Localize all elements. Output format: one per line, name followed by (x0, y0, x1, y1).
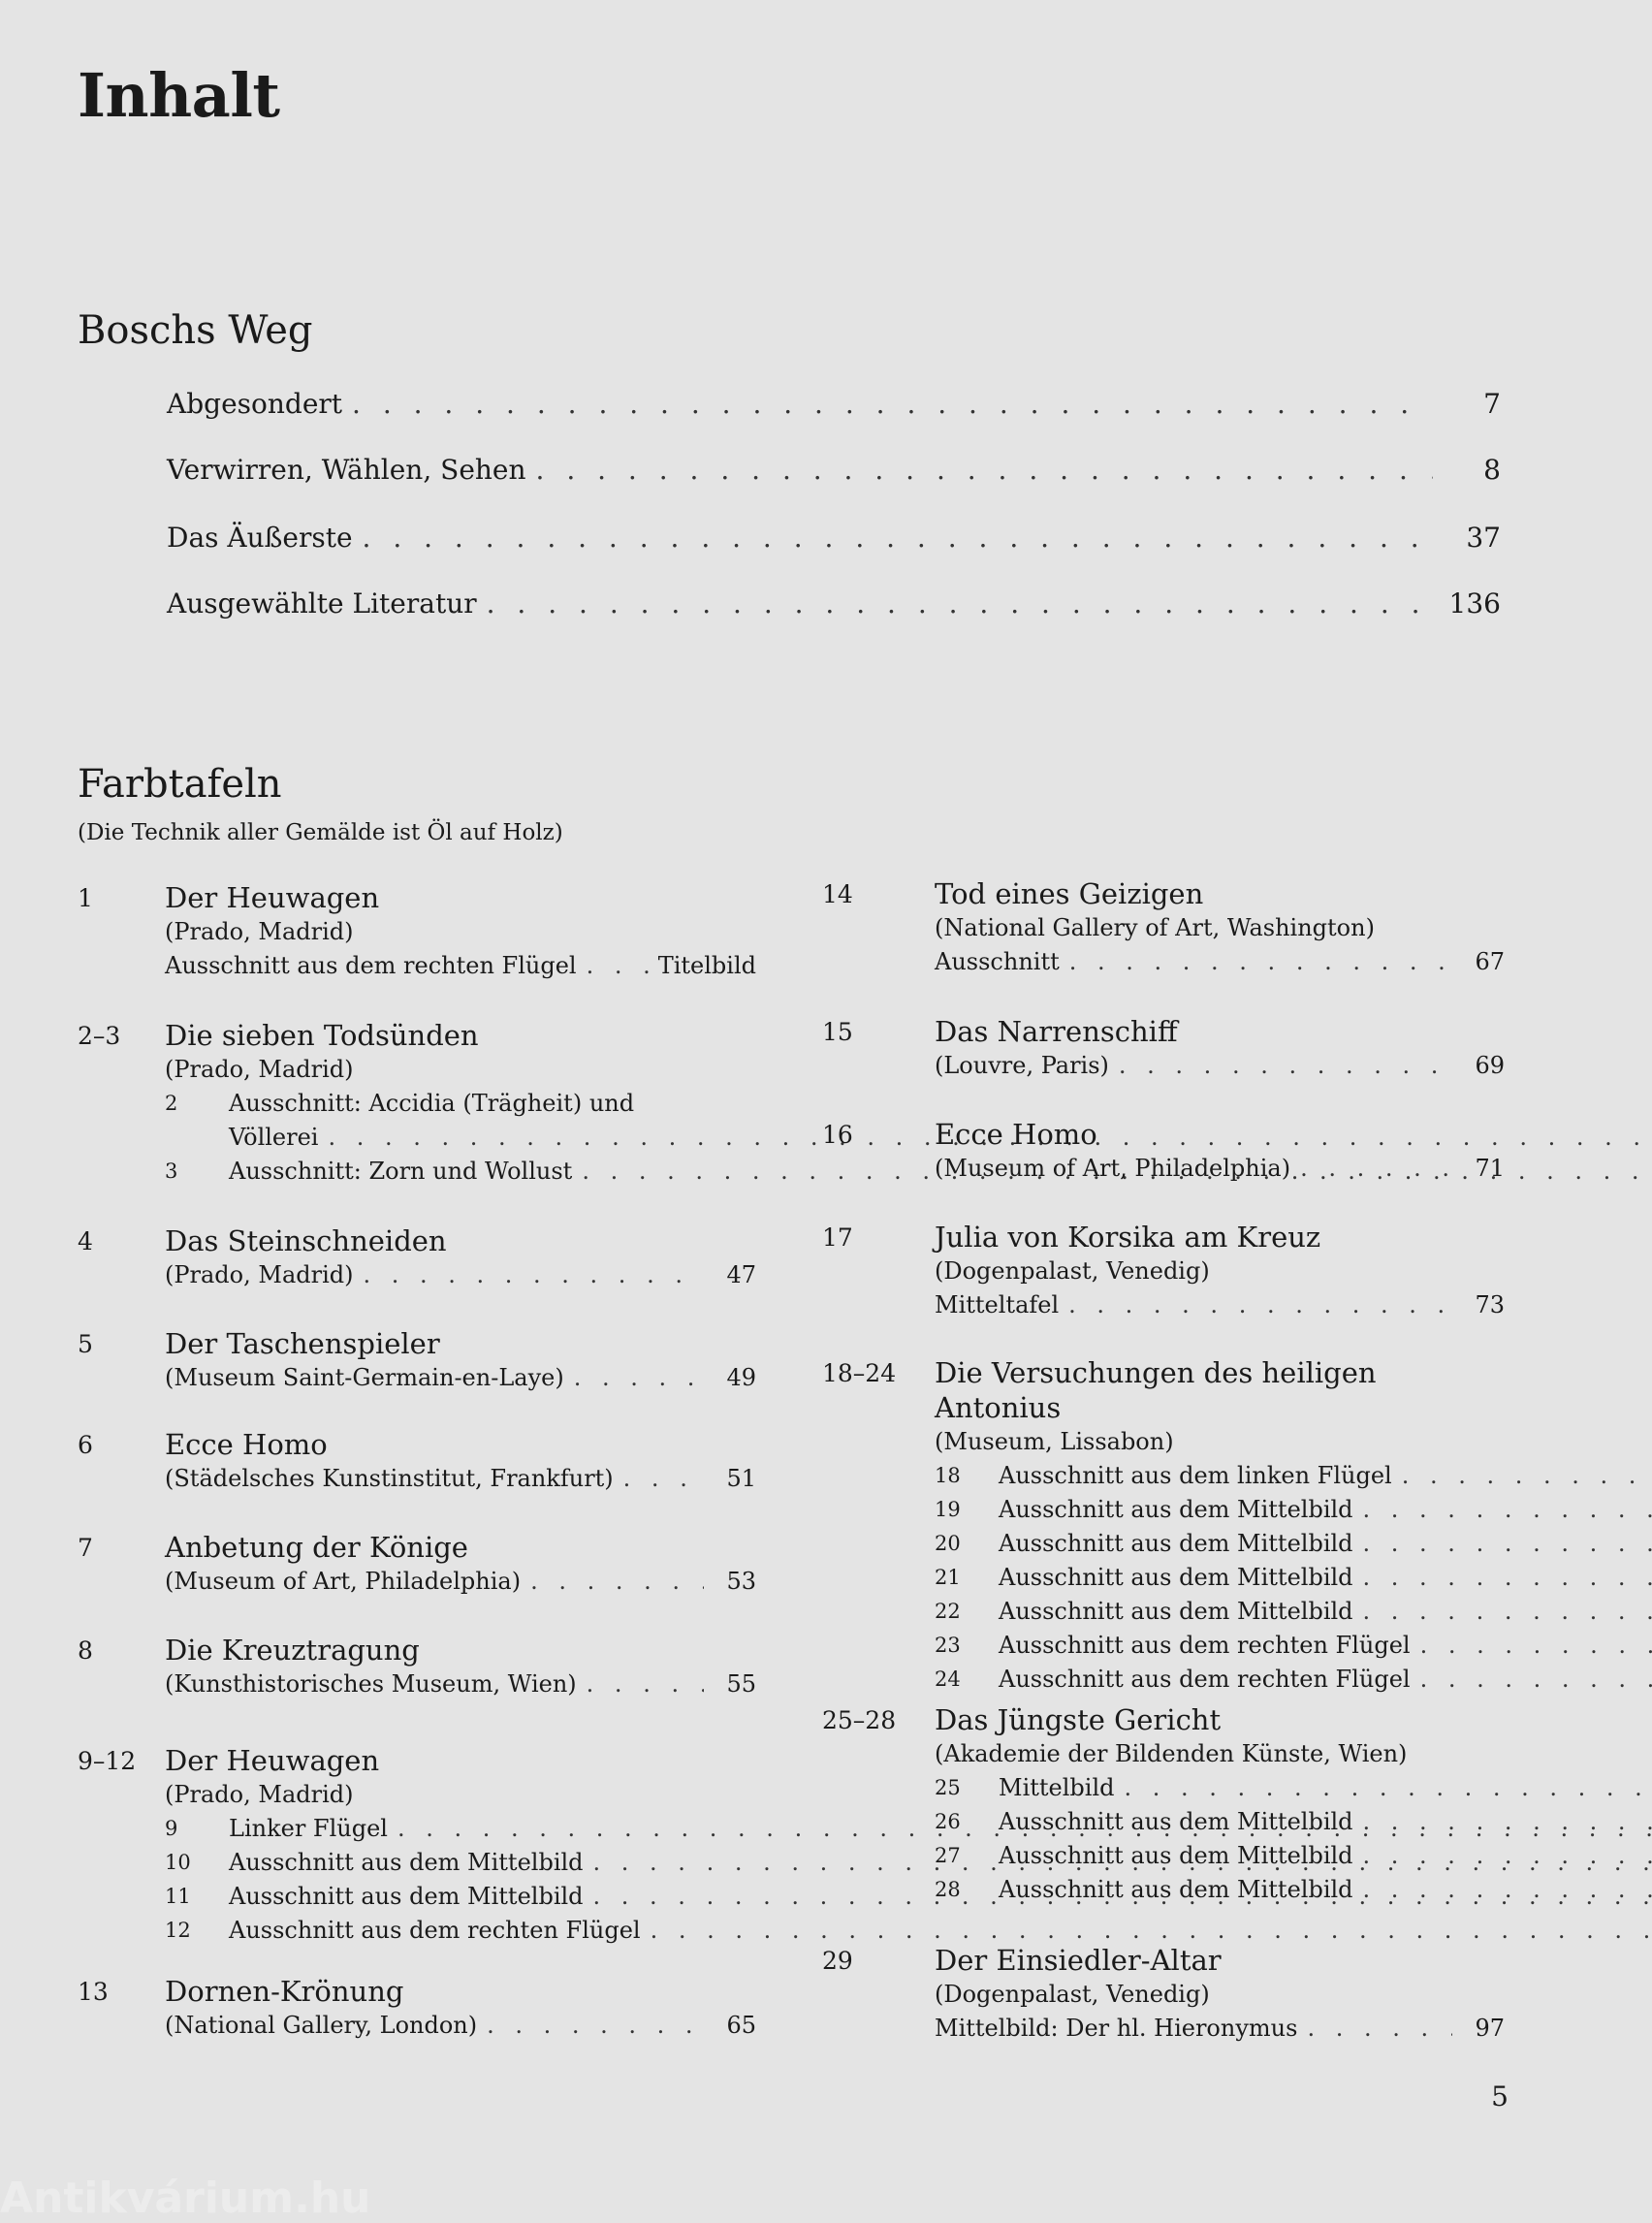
dot-leader (1363, 1595, 1652, 1629)
plate-page: 51 (714, 1462, 756, 1496)
detail-number: 25 (935, 1771, 999, 1805)
plate-page: 53 (714, 1565, 756, 1599)
plate-page: 55 (714, 1667, 756, 1701)
detail-row (999, 1629, 1652, 1663)
watermark: Antikvárium.hu (0, 2174, 370, 2223)
detail-text: Ausschnitt aus dem Mittelbild (229, 1880, 584, 1914)
plate-number: 25–28 (822, 1702, 935, 1907)
detail-text: Ausschnitt aus dem linken Flügel (999, 1459, 1392, 1493)
plate-detail (165, 1121, 756, 1155)
plate-detail (165, 1914, 756, 1948)
plate-detail (165, 1812, 756, 1846)
essay-page: 7 (1443, 388, 1501, 420)
plate-line-text: (National Gallery, London) (165, 2009, 477, 2043)
detail-row (999, 1561, 1652, 1595)
plate-line-text: (Museum Saint-Germain-en-Laye) (165, 1361, 564, 1395)
dot-leader (623, 1462, 704, 1496)
section-heading-boschs-weg: Boschs Weg (78, 308, 313, 353)
detail-number: 18 (935, 1459, 999, 1493)
dot-leader (487, 588, 1433, 619)
plate-location: (Prado, Madrid) (165, 915, 756, 949)
plate-location: (Dogenpalast, Venedig) (935, 1254, 1505, 1288)
plate-detail (935, 1595, 1505, 1629)
plate-number: 17 (822, 1220, 935, 1322)
plate-line (935, 945, 1505, 979)
plate-line (165, 1462, 756, 1496)
plate-entry (78, 1974, 756, 2043)
detail-text: Ausschnitt aus dem Mittelbild (999, 1839, 1353, 1873)
plate-number: 4 (78, 1223, 165, 1292)
detail-text: Linker Flügel (229, 1812, 388, 1846)
detail-row (999, 1459, 1652, 1493)
essay-entry (167, 588, 1501, 619)
detail-row (999, 1873, 1652, 1907)
detail-row (999, 1663, 1652, 1697)
plate-title: Der Heuwagen (165, 880, 756, 915)
plate-body (935, 1014, 1505, 1083)
plate-location: (National Gallery of Art, Washington) (935, 911, 1505, 945)
detail-row (999, 1493, 1652, 1527)
plate-body (935, 1117, 1505, 1186)
technique-note: (Die Technik aller Gemälde ist Öl auf Holz) (78, 820, 563, 845)
plate-number: 2–3 (78, 1018, 165, 1189)
dot-leader (1119, 1049, 1452, 1083)
dot-leader (352, 388, 1433, 420)
dot-leader (1363, 1873, 1652, 1907)
plate-location: (Akademie der Bildenden Künste, Wien) (935, 1737, 1505, 1771)
dot-leader (363, 1258, 704, 1292)
plate-page: 73 (1462, 1288, 1505, 1322)
plate-entry (78, 1326, 756, 1395)
plate-detail (165, 1155, 756, 1189)
dot-leader (587, 1667, 704, 1701)
essay-entry (167, 388, 1501, 420)
plate-body (165, 1018, 756, 1189)
plate-title: Julia von Korsika am Kreuz (935, 1220, 1505, 1254)
dot-leader (1363, 1527, 1652, 1561)
plate-entry (822, 1355, 1505, 1697)
plate-page: Titelbild (658, 949, 756, 983)
essay-entry (167, 454, 1501, 486)
detail-text: Ausschnitt aus dem rechten Flügel (999, 1629, 1411, 1663)
section-heading-farbtafeln: Farbtafeln (78, 762, 282, 807)
dot-leader (587, 949, 649, 983)
plate-line (935, 2012, 1505, 2046)
plate-line-text: Mittelbild: Der hl. Hieronymus (935, 2012, 1297, 2046)
plate-detail (935, 1805, 1505, 1839)
detail-text: Ausschnitt aus dem Mittelbild (229, 1846, 584, 1880)
plate-title: Das Steinschneiden (165, 1223, 756, 1258)
detail-text: Ausschnitt aus dem Mittelbild (999, 1527, 1353, 1561)
dot-leader (1069, 945, 1452, 979)
dot-leader (1068, 1288, 1452, 1322)
plate-detail (935, 1493, 1505, 1527)
detail-text: Ausschnitt: Accidia (Trägheit) und (229, 1087, 756, 1121)
plate-entry (78, 1018, 756, 1189)
plate-title: Die Kreuztragung (165, 1633, 756, 1667)
plate-detail (935, 1873, 1505, 1907)
plate-body (935, 1943, 1505, 2046)
detail-number: 12 (165, 1914, 229, 1948)
plate-body (165, 1326, 756, 1395)
essay-entry (167, 522, 1501, 554)
detail-number: 3 (165, 1155, 229, 1189)
detail-number: 20 (935, 1527, 999, 1561)
detail-row (999, 1805, 1652, 1839)
essay-page: 8 (1443, 454, 1501, 486)
dot-leader (1363, 1805, 1652, 1839)
plate-line-text: Ausschnitt aus dem rechten Flügel (165, 949, 577, 983)
detail-number: 28 (935, 1873, 999, 1907)
dot-leader (574, 1361, 704, 1395)
plate-number: 6 (78, 1427, 165, 1496)
plate-title: Die Versuchungen des heiligen Antonius (935, 1355, 1505, 1425)
plate-page: 49 (714, 1361, 756, 1395)
detail-row (999, 1595, 1652, 1629)
plate-body (165, 880, 756, 983)
plate-page: 47 (714, 1258, 756, 1292)
plate-detail (935, 1771, 1505, 1805)
plate-number: 1 (78, 880, 165, 983)
dot-leader (1420, 1629, 1652, 1663)
dot-leader (1402, 1459, 1652, 1493)
detail-row (999, 1771, 1652, 1805)
plate-entry (78, 1743, 756, 1948)
detail-number: 19 (935, 1493, 999, 1527)
detail-number: 22 (935, 1595, 999, 1629)
plate-body (935, 876, 1505, 979)
plate-location: (Prado, Madrid) (165, 1778, 756, 1812)
dot-leader (530, 1565, 704, 1599)
plate-detail (935, 1459, 1505, 1493)
plate-line (165, 2009, 756, 2043)
plate-line-text: Ausschnitt (935, 945, 1060, 979)
plate-line-text: (Kunsthistorisches Museum, Wien) (165, 1667, 577, 1701)
detail-number: 27 (935, 1839, 999, 1873)
plate-title: Dornen-Krönung (165, 1974, 756, 2009)
essay-title: Verwirren, Wählen, Sehen (167, 454, 526, 486)
plate-body (935, 1702, 1505, 1907)
detail-number: 10 (165, 1846, 229, 1880)
detail-text: Ausschnitt aus dem Mittelbild (999, 1873, 1353, 1907)
plate-entry (822, 1117, 1505, 1186)
plate-title: Das Jüngste Gericht (935, 1702, 1505, 1737)
plate-detail (935, 1527, 1505, 1561)
essay-page: 37 (1443, 522, 1501, 554)
plate-title: Die sieben Todsünden (165, 1018, 756, 1053)
plate-page: 69 (1462, 1049, 1505, 1083)
plate-line (165, 1565, 756, 1599)
essay-page: 136 (1443, 588, 1501, 619)
plate-title: Das Narrenschiff (935, 1014, 1505, 1049)
plate-entry (78, 1530, 756, 1599)
dot-leader (1307, 2012, 1452, 2046)
plate-body (935, 1355, 1505, 1697)
plate-detail (165, 1846, 756, 1880)
dot-leader (487, 2009, 704, 2043)
plate-number: 13 (78, 1974, 165, 2043)
plate-number: 8 (78, 1633, 165, 1701)
detail-row (999, 1839, 1652, 1873)
dot-leader (1363, 1839, 1652, 1873)
plate-line (165, 1667, 756, 1701)
plate-title: Der Einsiedler-Altar (935, 1943, 1505, 1978)
detail-number: 24 (935, 1663, 999, 1697)
plate-body (165, 1427, 756, 1496)
detail-number: 9 (165, 1812, 229, 1846)
plate-entry (822, 1014, 1505, 1083)
detail-text: Ausschnitt aus dem Mittelbild (999, 1805, 1353, 1839)
plate-number: 9–12 (78, 1743, 165, 1948)
detail-text: Ausschnitt aus dem Mittelbild (999, 1595, 1353, 1629)
detail-text: Mittelbild (999, 1771, 1115, 1805)
plate-title: Ecce Homo (935, 1117, 1505, 1152)
plate-number: 16 (822, 1117, 935, 1186)
dot-leader (1363, 1561, 1652, 1595)
plate-detail (935, 1629, 1505, 1663)
plate-line-text: (Städelsches Kunstinstitut, Frankfurt) (165, 1462, 614, 1496)
dot-leader (1420, 1663, 1652, 1697)
plate-body (165, 1974, 756, 2043)
dot-leader (536, 454, 1433, 486)
detail-row (999, 1527, 1652, 1561)
plate-entry (78, 1633, 756, 1701)
essay-title: Das Äußerste (167, 522, 353, 554)
plate-line-text: (Louvre, Paris) (935, 1049, 1109, 1083)
plate-entry (78, 1223, 756, 1292)
plate-number: 29 (822, 1943, 935, 2046)
plate-body (165, 1633, 756, 1701)
plate-title: Tod eines Geizigen (935, 876, 1505, 911)
detail-text: Völlerei (229, 1121, 318, 1155)
plate-title: Anbetung der Könige (165, 1530, 756, 1565)
detail-text: Ausschnitt: Zorn und Wollust (229, 1155, 572, 1189)
detail-number: 23 (935, 1629, 999, 1663)
plate-detail (935, 1663, 1505, 1697)
plate-line-text: Mitteltafel (935, 1288, 1059, 1322)
essay-title: Ausgewählte Literatur (167, 588, 477, 619)
detail-number: 11 (165, 1880, 229, 1914)
detail-text: Ausschnitt aus dem rechten Flügel (229, 1914, 641, 1948)
plate-number: 14 (822, 876, 935, 979)
plate-page: 71 (1462, 1152, 1505, 1186)
dot-leader (1363, 1493, 1652, 1527)
detail-number: 2 (165, 1087, 229, 1121)
plate-detail (165, 1087, 756, 1121)
plate-entry (822, 1702, 1505, 1907)
plate-line (165, 949, 756, 983)
plate-page: 97 (1462, 2012, 1505, 2046)
plate-title: Ecce Homo (165, 1427, 756, 1462)
plate-location: (Museum, Lissabon) (935, 1425, 1505, 1459)
plate-line (935, 1288, 1505, 1322)
plate-number: 18–24 (822, 1355, 935, 1697)
plate-line-text: (Museum of Art, Philadelphia) (935, 1152, 1290, 1186)
detail-number: 26 (935, 1805, 999, 1839)
page-number: 5 (1491, 2080, 1509, 2112)
plate-detail (165, 1880, 756, 1914)
dot-leader (1125, 1771, 1652, 1805)
plate-location: (Dogenpalast, Venedig) (935, 1978, 1505, 2012)
plate-detail (935, 1561, 1505, 1595)
plate-line-text: (Museum of Art, Philadelphia) (165, 1565, 521, 1599)
plate-detail (935, 1839, 1505, 1873)
plate-entry (78, 1427, 756, 1496)
plate-entry (78, 880, 756, 983)
plate-title: Der Heuwagen (165, 1743, 756, 1778)
plate-body (165, 1743, 756, 1948)
plate-body (165, 1530, 756, 1599)
detail-text: Ausschnitt aus dem Mittelbild (999, 1493, 1353, 1527)
plate-number: 5 (78, 1326, 165, 1395)
plate-line (935, 1049, 1505, 1083)
page-title: Inhalt (78, 60, 280, 131)
plate-line (165, 1361, 756, 1395)
dot-leader (1300, 1152, 1452, 1186)
plate-body (165, 1223, 756, 1292)
plate-line (935, 1152, 1505, 1186)
plate-entry (822, 1943, 1505, 2046)
plate-entry (822, 876, 1505, 979)
dot-leader (363, 522, 1433, 554)
detail-number: 21 (935, 1561, 999, 1595)
essay-title: Abgesondert (167, 388, 342, 420)
plate-number: 7 (78, 1530, 165, 1599)
detail-number (165, 1121, 229, 1155)
plate-page: 65 (714, 2009, 756, 2043)
plate-line-text: (Prado, Madrid) (165, 1258, 353, 1292)
detail-text: Ausschnitt aus dem Mittelbild (999, 1561, 1353, 1595)
plate-location: (Prado, Madrid) (165, 1053, 756, 1087)
plate-number: 15 (822, 1014, 935, 1083)
plate-title: Der Taschenspieler (165, 1326, 756, 1361)
plate-line (165, 1258, 756, 1292)
detail-text: Ausschnitt aus dem rechten Flügel (999, 1663, 1411, 1697)
plate-entry (822, 1220, 1505, 1322)
plate-body (935, 1220, 1505, 1322)
plate-page: 67 (1462, 945, 1505, 979)
